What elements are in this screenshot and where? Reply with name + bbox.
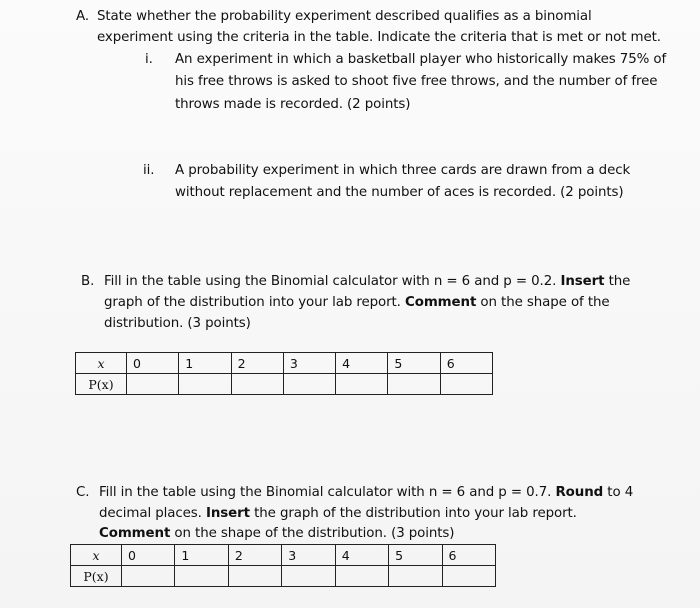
table-b-x-cell: 0	[127, 353, 179, 374]
table-c-px-cell[interactable]	[335, 566, 388, 587]
table-b-x-cell: 5	[388, 353, 440, 374]
table-c-x-cell: 3	[282, 545, 335, 566]
table-c-x-cell: 2	[228, 545, 281, 566]
item-ii-line-1: A probability experiment in which three cards are drawn from a deck	[175, 163, 631, 178]
table-b-x-cell: 6	[440, 353, 492, 374]
section-c-line-2: decimal places. Insert the graph of the distribution into your lab report.	[99, 506, 577, 521]
table-b-px-cell[interactable]	[127, 374, 179, 395]
table-b-x-cell: 3	[283, 353, 335, 374]
table-b-px-header: P(x)	[76, 374, 127, 395]
section-b-line-2: graph of the distribution into your lab report. Comment on the shape of the	[104, 295, 610, 310]
table-b-px-cell[interactable]	[231, 374, 283, 395]
table-b-px-cell[interactable]	[283, 374, 335, 395]
table-c-x-cell: 4	[335, 545, 388, 566]
item-i-line-3: throws made is recorded. (2 points)	[175, 97, 411, 112]
table-c-x-cell: 6	[442, 545, 495, 566]
section-a-line-1: State whether the probability experiment described qualifies as a binomial	[97, 9, 592, 24]
table-b-x-cell: 1	[179, 353, 231, 374]
table-b-x-header: x	[76, 353, 127, 374]
table-c-x-cell: 1	[175, 545, 228, 566]
table-c-x-header: x	[71, 545, 122, 566]
table-c-px-header: P(x)	[71, 566, 122, 587]
table-b-px-cell[interactable]	[179, 374, 231, 395]
item-ii-line-2: without replacement and the number of aces is recorded. (2 points)	[175, 185, 624, 200]
table-c-px-cell[interactable]	[175, 566, 228, 587]
table-b-px-row	[76, 374, 493, 395]
item-i-label: i.	[145, 52, 153, 67]
table-b	[75, 352, 493, 395]
section-b-line-1: Fill in the table using the Binomial calculator with n = 6 and p = 0.2. Insert the	[104, 274, 631, 289]
section-b-line-3: distribution. (3 points)	[104, 316, 251, 331]
table-b-px-cell[interactable]	[440, 374, 492, 395]
item-i-line-1: An experiment in which a basketball player who historically makes 75% of	[175, 52, 667, 67]
table-b-px-cell[interactable]	[336, 374, 388, 395]
table-b-x-cell: 2	[231, 353, 283, 374]
section-a-line-2: experiment using the criteria in the table. Indicate the criteria that is met or not met.	[97, 30, 661, 45]
table-c-x-row	[71, 545, 496, 566]
table-c-px-cell[interactable]	[389, 566, 442, 587]
table-b-x-cell: 4	[336, 353, 388, 374]
section-c-line-3: Comment on the shape of the distribution. (3 points)	[99, 526, 455, 541]
table-c	[70, 544, 496, 587]
table-c-px-cell[interactable]	[228, 566, 281, 587]
section-b-label: B.	[81, 274, 95, 289]
table-c-x-cell: 5	[389, 545, 442, 566]
item-ii-label: ii.	[143, 163, 155, 178]
table-b-x-row	[76, 353, 493, 374]
section-c-line-1: Fill in the table using the Binomial calculator with n = 6 and p = 0.7. Round to 4	[99, 485, 634, 500]
table-c-px-row	[71, 566, 496, 587]
section-c-label: C.	[76, 485, 90, 500]
item-i-line-2: his free throws is asked to shoot five free throws, and the number of free	[175, 74, 658, 89]
section-a-label: A.	[76, 9, 89, 24]
table-c-px-cell[interactable]	[442, 566, 495, 587]
table-c-px-cell[interactable]	[282, 566, 335, 587]
table-b-px-cell[interactable]	[388, 374, 440, 395]
table-c-px-cell[interactable]	[122, 566, 175, 587]
table-c-x-cell: 0	[122, 545, 175, 566]
